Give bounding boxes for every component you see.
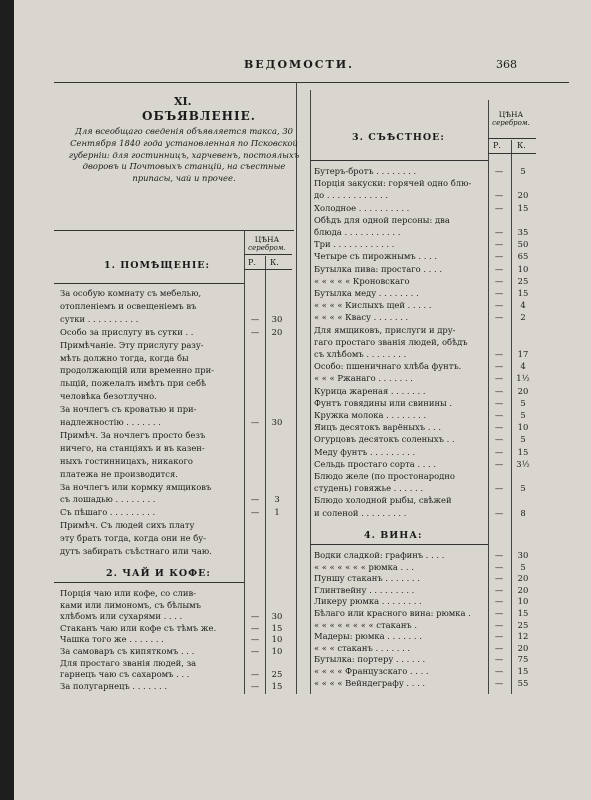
price-col-line — [265, 256, 266, 694]
item-description: мѣть должно тогда, когда бы — [60, 352, 189, 363]
price-col-line — [244, 230, 245, 694]
price-kopecks: 25 — [517, 275, 529, 286]
item-description: Холодное . . . . . . . . . . — [314, 202, 410, 213]
right-price-header — [490, 110, 532, 128]
price-col-line — [511, 140, 512, 694]
price-rubles: — — [494, 422, 504, 433]
price-rubles: — — [494, 458, 504, 469]
price-kopecks: 75 — [517, 654, 529, 665]
price-kopecks: 3 — [274, 494, 280, 505]
price-kopecks: 20 — [517, 385, 529, 396]
price-rubles: — — [494, 596, 504, 607]
section-rule — [54, 283, 244, 284]
price-rubles: — — [494, 361, 504, 372]
item-description: За ночлегъ или кормку ямщиковъ — [60, 481, 212, 492]
price-rubles: — — [494, 677, 504, 688]
price-rubles: — — [494, 666, 504, 676]
item-description: Пуншу стаканъ . . . . . . . — [314, 573, 420, 584]
price-kopecks: 30 — [517, 550, 529, 560]
item-description: За ночлегъ съ кроватью и при- — [60, 404, 197, 415]
price-rubles: — — [250, 680, 260, 691]
item-description: Обѣдъ для одной персоны: два — [314, 214, 450, 225]
price-kopecks: 15 — [271, 622, 283, 633]
price-kopecks: 35 — [517, 227, 529, 237]
price-kopecks: 5 — [520, 397, 526, 408]
price-header-rule — [488, 138, 536, 139]
item-description: За особую комнату съ мебелью, — [60, 288, 202, 298]
price-kopecks: 3½ — [516, 458, 530, 469]
price-rubles: — — [494, 202, 504, 213]
price-kopecks: 2 — [520, 312, 526, 323]
item-description: эту брать тогда, когда они не бу- — [60, 533, 207, 544]
item-description: ками или лимономъ, съ бѣлымъ — [60, 599, 201, 610]
price-kopecks: 25 — [271, 669, 283, 680]
item-description: Чашка того же . . . . . . . — [60, 634, 164, 645]
price-rubles: — — [494, 288, 504, 298]
item-description: « « « стаканъ . . . . . . . — [314, 642, 411, 653]
price-rubles: — — [494, 227, 504, 237]
item-description: надлежностiю . . . . . . . — [60, 417, 161, 427]
item-description: отопленiемъ и освещенiемъ въ — [60, 300, 197, 311]
item-description: Блюдо холодной рыбы, свѣжей — [314, 495, 452, 506]
price-kopecks: 12 — [517, 631, 529, 642]
header-rule — [54, 82, 569, 83]
price-rubles: — — [494, 446, 504, 457]
ruble-header: Р. — [248, 258, 256, 267]
price-kopecks: 20 — [517, 573, 529, 584]
price-rubles: — — [494, 561, 504, 572]
item-description: до . . . . . . . . . . . . — [314, 190, 389, 201]
price-header-rule — [244, 254, 292, 255]
price-rubles: — — [494, 619, 504, 630]
item-description: Мадеры: рюмка . . . . . . . — [314, 631, 422, 642]
item-description: Примѣч. Съ людей сихъ плату — [60, 520, 195, 531]
section-rule — [310, 544, 488, 545]
item-description: блюда . . . . . . . . . . . — [314, 227, 401, 237]
price-kopecks: 5 — [520, 483, 526, 494]
table-top-rule — [54, 230, 294, 231]
price-rubles: — — [250, 611, 260, 622]
price-header-title: ЦѢНА — [254, 235, 280, 244]
price-kopecks: 15 — [271, 680, 283, 691]
item-description: и соленой . . . . . . . . . — [314, 507, 407, 518]
price-kopecks: 50 — [517, 239, 529, 250]
item-description: Три . . . . . . . . . . . . — [314, 239, 395, 250]
price-rubles: — — [494, 584, 504, 595]
price-kopecks: 30 — [271, 611, 283, 622]
item-description: « « « « Вейндеграфу . . . . — [314, 677, 426, 688]
price-rubles: — — [250, 507, 260, 518]
item-description: сутки . . . . . . . . . . — [60, 313, 139, 324]
item-description: Меду фунтъ . . . . . . . . . — [314, 446, 416, 457]
item-description: платежа не производится. — [60, 468, 178, 479]
price-rubles: — — [494, 385, 504, 396]
price-kopecks: 10 — [517, 422, 529, 433]
item-description: Особо за прислугу въ сутки . . — [60, 326, 194, 337]
price-rubles: — — [494, 397, 504, 408]
price-kopecks: 55 — [517, 677, 529, 688]
price-rubles: — — [250, 417, 260, 427]
item-description: Бутылка: портеру . . . . . . — [314, 654, 426, 665]
section-title-food: 3. СЪѢСТНОЕ: — [352, 132, 445, 143]
price-kopecks: 1½ — [516, 373, 530, 384]
price-rubles: — — [494, 166, 504, 176]
item-description: человѣка безотлучно. — [60, 391, 157, 402]
price-kopecks: 25 — [517, 619, 529, 630]
item-description: Примѣчанiе. Эту прислугу разу- — [60, 339, 204, 350]
price-kopecks: 10 — [517, 596, 529, 607]
item-description: « « « « « Кроновскаго — [314, 275, 410, 286]
price-kopecks: 8 — [520, 507, 526, 518]
item-description: За полугарнецъ . . . . . . . — [60, 680, 168, 691]
price-kopecks: 15 — [517, 608, 529, 618]
item-description: Бутеръ-бротъ . . . . . . . . — [314, 166, 417, 176]
item-description: съ хлѣбомъ . . . . . . . . — [314, 349, 407, 359]
price-kopecks: 20 — [271, 326, 283, 337]
price-rubles: — — [494, 631, 504, 642]
item-description: продолжающiй или временно при- — [60, 365, 215, 376]
price-kopecks: 30 — [271, 417, 283, 427]
price-rubles: — — [250, 669, 260, 680]
price-header-rule — [488, 153, 536, 154]
item-description: съ лошадью . . . . . . . . — [60, 494, 156, 505]
price-kopecks: 20 — [517, 584, 529, 595]
price-kopecks: 4 — [520, 361, 526, 372]
item-description: Порцiя закуски: горячей одно блю- — [314, 178, 472, 189]
price-rubles: — — [250, 326, 260, 337]
price-kopecks: 17 — [517, 349, 529, 359]
price-kopecks: 4 — [520, 300, 526, 311]
item-description: « « « « Квасу . . . . . . . — [314, 312, 409, 323]
price-kopecks: 10 — [271, 634, 283, 645]
section-roman-numeral: XI. — [174, 95, 192, 108]
item-description: « « « Ржанаго . . . . . . . — [314, 373, 413, 384]
left-price-header — [247, 235, 287, 253]
price-kopecks: 5 — [520, 561, 526, 572]
section-title-tea-coffee: 2. ЧАЙ И КОФЕ: — [106, 568, 211, 579]
item-description: Бутылка меду . . . . . . . . — [314, 288, 419, 298]
price-rubles: — — [250, 313, 260, 324]
price-kopecks: 30 — [271, 313, 283, 324]
section-rule — [54, 582, 244, 583]
item-description: Съ пѣшаго . . . . . . . . . — [60, 507, 156, 518]
price-kopecks: 20 — [517, 642, 529, 653]
item-description: хлѣбомъ или сухарями . . . . — [60, 611, 183, 622]
price-kopecks: 5 — [520, 410, 526, 420]
section-rule — [310, 160, 488, 161]
price-rubles: — — [494, 654, 504, 665]
price-kopecks: 15 — [517, 666, 529, 676]
price-rubles: — — [250, 622, 260, 633]
price-rubles: — — [494, 550, 504, 560]
price-rubles: — — [494, 275, 504, 286]
item-description: Особо: пшеничнаго хлѣба фунтъ. — [314, 361, 462, 372]
item-description: Кружка молока . . . . . . . . — [314, 410, 427, 420]
newspaper-title: ВЕДОМОСТИ. — [244, 58, 354, 71]
kopeck-header: К. — [270, 258, 279, 267]
item-description: Бутылка пива: простаго . . . . — [314, 263, 442, 274]
price-kopecks: 65 — [517, 251, 529, 262]
item-description: ничего, на станцiяхъ и въ казен- — [60, 442, 205, 453]
price-rubles: — — [494, 190, 504, 201]
price-kopecks: 15 — [517, 288, 529, 298]
item-description: Фунтъ говядины или свинины . — [314, 397, 453, 408]
item-description: гаго простаго званiя людей, обѣдъ — [314, 336, 468, 347]
item-description: льщiй, пожелалъ имѣть при себѣ — [60, 378, 207, 389]
price-header-subtitle: серебром. — [492, 119, 530, 127]
price-kopecks: 5 — [520, 166, 526, 176]
price-rubles: — — [494, 263, 504, 274]
item-description: Блюдо желе (по простонародно — [314, 471, 455, 481]
item-description: Бѣлаго или красного вина: рюмка . — [314, 608, 471, 618]
item-description: Курица жареная . . . . . . . — [314, 385, 426, 396]
item-description: Водки сладкой: графинъ . . . . — [314, 550, 445, 560]
page-number: 368 — [496, 58, 517, 71]
item-description: Четыре съ пирожнымъ . . . . — [314, 251, 438, 262]
document-page — [14, 0, 591, 800]
item-description: Яицъ десятокъ варёныхъ . . . — [314, 422, 442, 433]
price-rubles: — — [494, 573, 504, 584]
price-kopecks: 10 — [517, 263, 529, 274]
price-rubles: — — [494, 608, 504, 618]
price-rubles: — — [494, 349, 504, 359]
price-rubles: — — [494, 507, 504, 518]
price-rubles: — — [250, 646, 260, 656]
price-col-line — [488, 100, 489, 694]
price-rubles: — — [494, 239, 504, 250]
price-rubles: — — [250, 494, 260, 505]
item-description: Для простаго званiя людей, за — [60, 657, 197, 668]
section-title-wines: 4. ВИНА: — [364, 530, 423, 541]
price-rubles: — — [494, 373, 504, 384]
item-description: « « « « Французскаго . . . . — [314, 666, 429, 676]
price-rubles: — — [494, 434, 504, 445]
price-kopecks: 1 — [274, 507, 280, 518]
price-kopecks: 15 — [517, 202, 529, 213]
item-description: Для ямщиковъ, прислуги и дру- — [314, 324, 456, 335]
page-header — [14, 58, 591, 76]
item-description: Примѣч. За ночлегъ просто безъ — [60, 429, 206, 440]
price-kopecks: 20 — [517, 190, 529, 201]
item-description: студень) говяжье . . . . . . — [314, 483, 424, 494]
item-description: дутъ забирать съѣстнаго или чаю. — [60, 546, 212, 556]
item-description: « « « « Кислыхъ щей . . . . . — [314, 300, 432, 311]
item-description: Огурцовъ десятокъ соленыхъ . . — [314, 434, 455, 445]
announcement-intro: Для всеобщаго сведенiя объявляется такса, 30 Сентября 1840 года установленная по Псковской губернiи: для гостинницъ, харчевенъ, постоялыхъ дворовъ и Почтовыхъ станцiй, на съестные припасы, чай и прочее. — [68, 126, 300, 184]
item-description: За самоваръ съ кипяткомъ . . . — [60, 646, 195, 656]
price-rubles: — — [494, 483, 504, 494]
price-rubles: — — [494, 410, 504, 420]
price-rubles: — — [494, 642, 504, 653]
left-binding-edge — [0, 0, 14, 800]
item-description: гарнецъ чаю съ сахаромъ . . . — [60, 669, 190, 680]
item-description: Глинтвейну . . . . . . . . . — [314, 584, 415, 595]
right-column-border — [310, 90, 311, 694]
item-description: Стаканъ чаю или кофе съ тѣмъ же. — [60, 622, 217, 633]
item-description: « « « « « « « рюмка . . . — [314, 561, 414, 572]
section-title-lodging: 1. ПОМѢЩЕНIЕ: — [104, 260, 211, 271]
price-kopecks: 5 — [520, 434, 526, 445]
price-kopecks: 10 — [271, 646, 283, 656]
price-header-title: ЦѢНА — [498, 110, 524, 119]
item-description: ныхъ гостинницахъ, никакого — [60, 455, 193, 466]
item-description: Ликеру рюмка . . . . . . . . — [314, 596, 422, 607]
price-rubles: — — [494, 251, 504, 262]
ruble-header: Р. — [493, 141, 501, 150]
item-description: Сельдь простаго сорта . . . . — [314, 458, 437, 469]
kopeck-header: К. — [517, 141, 526, 150]
price-rubles: — — [494, 300, 504, 311]
price-header-rule — [244, 269, 292, 270]
price-rubles: — — [250, 634, 260, 645]
price-kopecks: 15 — [517, 446, 529, 457]
item-description: Порцiя чаю или кофе, со слив- — [60, 588, 196, 598]
price-rubles: — — [494, 312, 504, 323]
announcement-heading: ОБЪЯВЛЕНIЕ. — [142, 109, 256, 123]
item-description: « « « « « « « « стаканъ . — [314, 619, 418, 630]
price-header-subtitle: серебром. — [248, 244, 286, 252]
